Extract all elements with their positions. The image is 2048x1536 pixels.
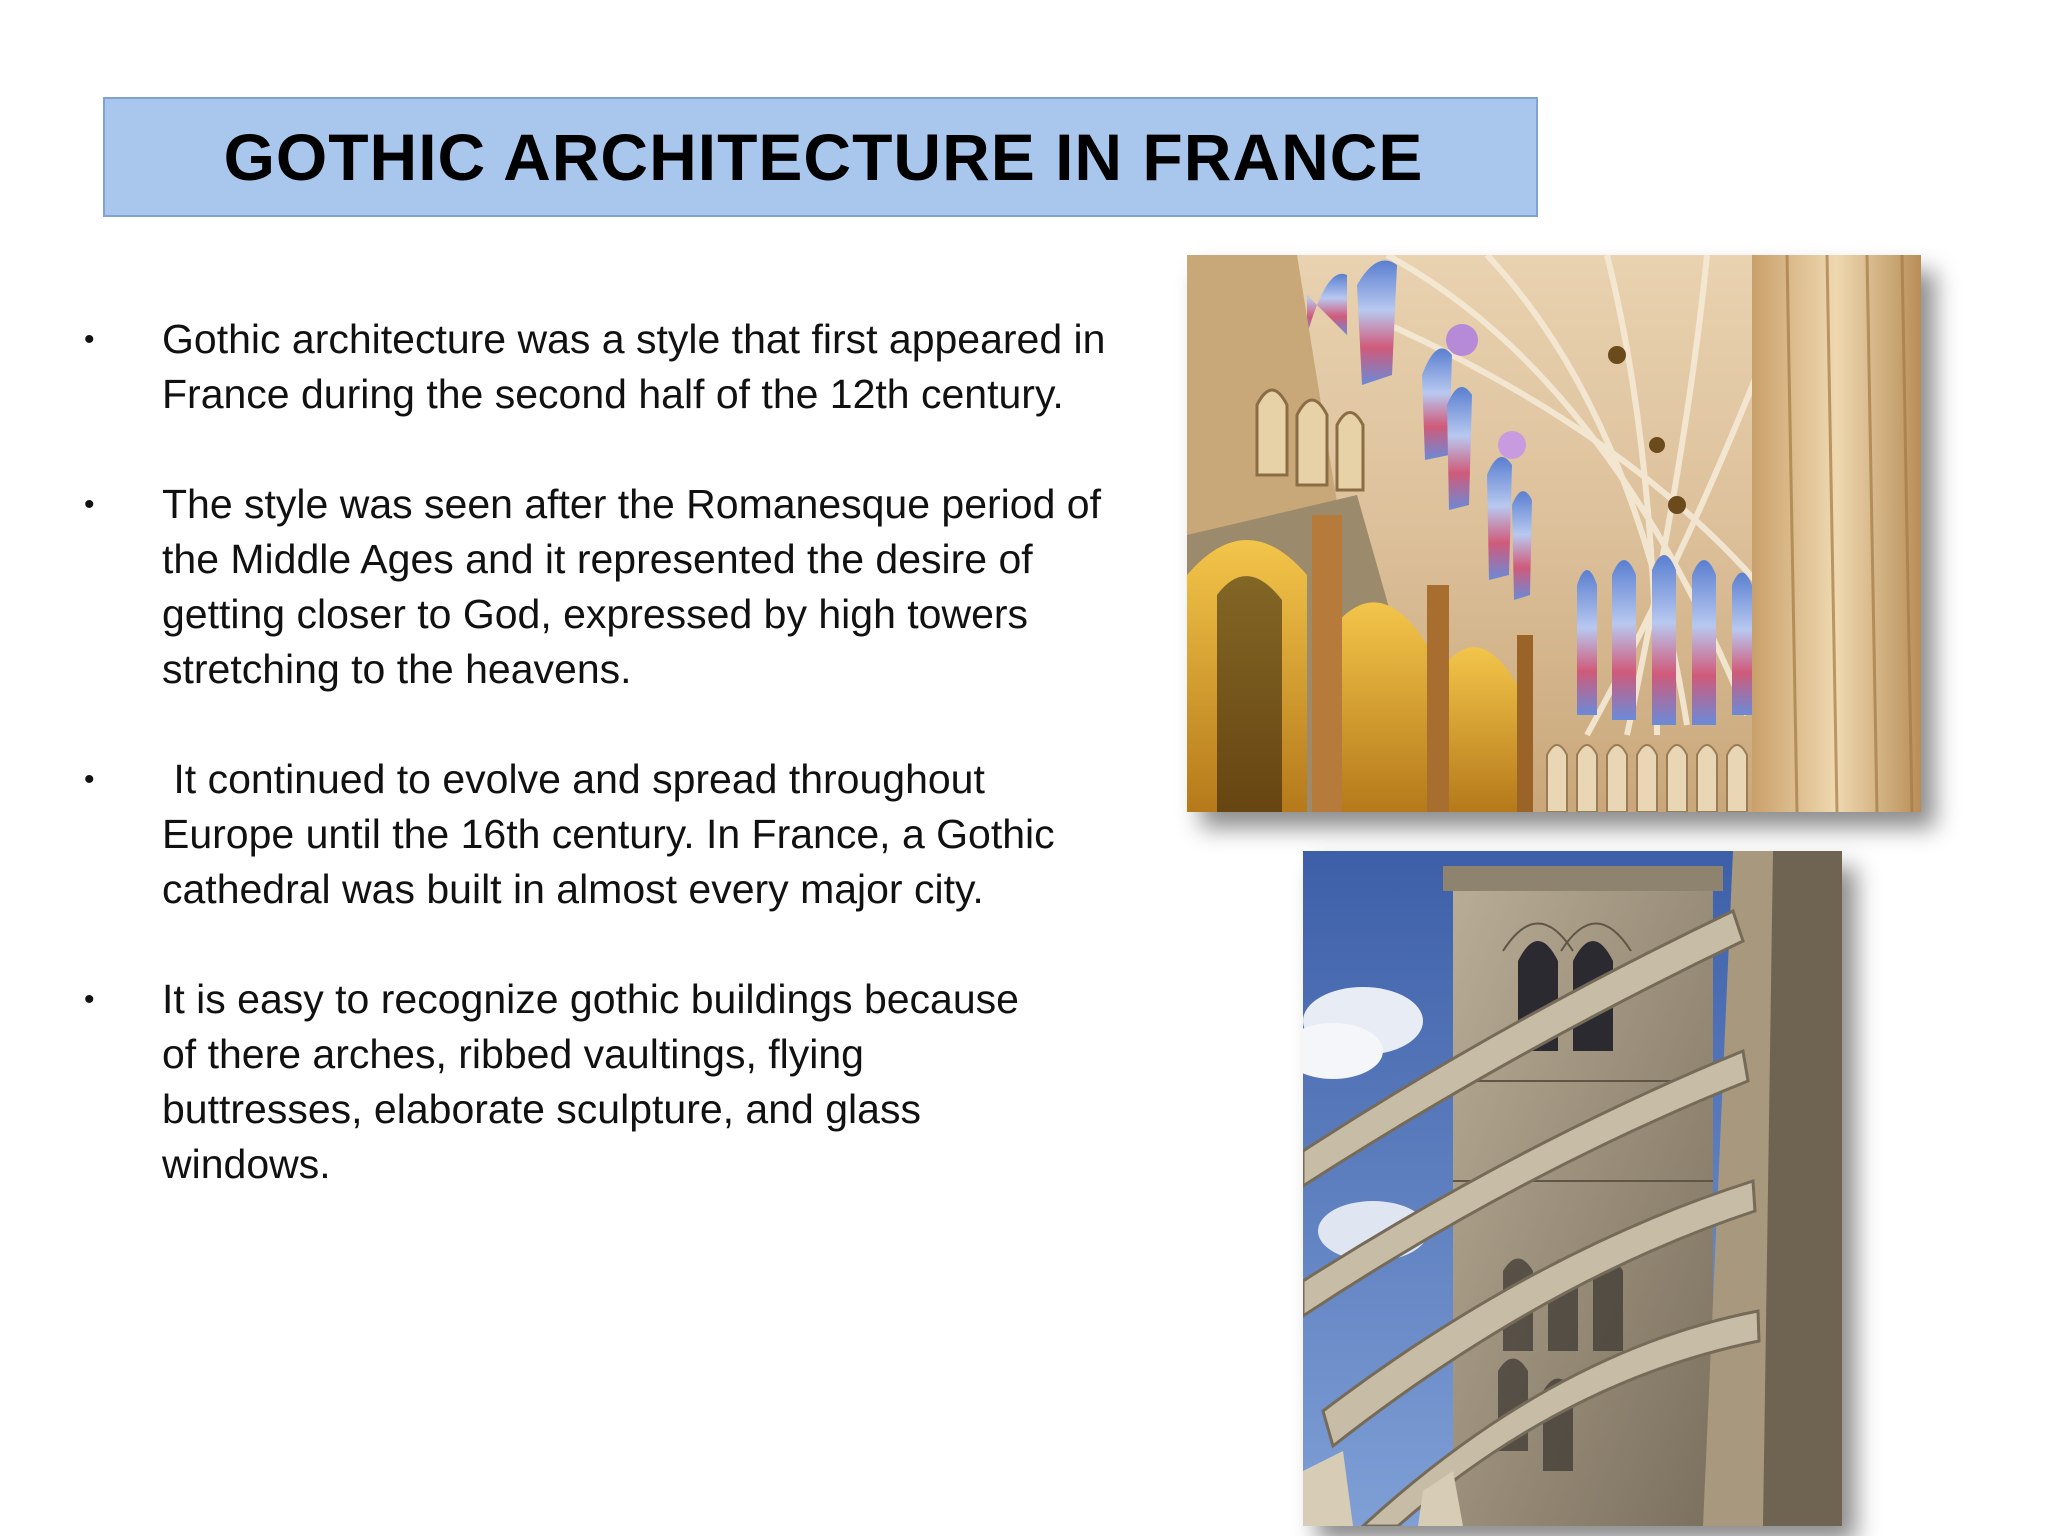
bullet-icon: •	[84, 763, 95, 796]
bullet-icon: •	[84, 488, 95, 521]
list-item	[80, 972, 1120, 1192]
bullet-icon: •	[84, 323, 95, 356]
flying-buttresses-photo	[1303, 851, 1842, 1526]
list-item	[80, 477, 1120, 697]
slide-title: GOTHIC ARCHITECTURE IN FRANCE	[223, 120, 1424, 194]
bullet-text: It continued to evolve and spread throughout Europe until the 16th century. In France, a Gothic cathedral was built in almost every major city.	[162, 756, 1067, 912]
bullet-list	[80, 312, 1120, 1247]
cathedral-interior-photo	[1187, 255, 1921, 812]
bullet-text: Gothic architecture was a style that first appeared in France during the second half of the 12th century.	[162, 316, 1106, 417]
bullet-text: The style was seen after the Romanesque period of the Middle Ages and it represented the desire of getting closer to God, expressed by high towers stretching to the heavens.	[162, 481, 1101, 692]
title-banner	[103, 97, 1538, 217]
bullet-icon: •	[84, 983, 95, 1016]
list-item	[80, 312, 1120, 422]
list-item	[80, 752, 1120, 917]
bullet-text: It is easy to recognize gothic buildings because of there arches, ribbed vaultings, flying buttresses, elaborate sculpture, and glass windows.	[162, 976, 1019, 1187]
